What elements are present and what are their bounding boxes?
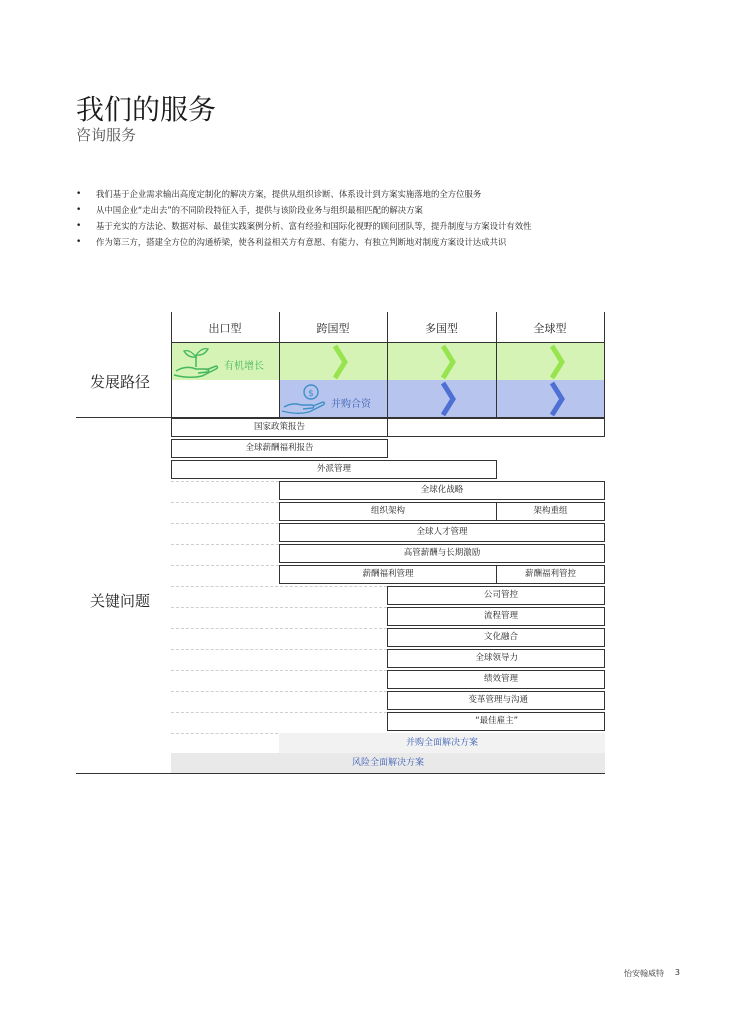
bar-culture: 文化融合	[387, 628, 605, 647]
row-header-path: 发展路径	[90, 373, 151, 391]
page-title: 我们的服务	[76, 93, 217, 126]
bar-mna-solution: 并购全面解决方案	[279, 733, 605, 753]
chevron-icon	[327, 344, 361, 380]
page-number: 3	[674, 968, 680, 977]
column-header-global: 全球型	[533, 322, 567, 335]
chevron-icon	[435, 381, 469, 417]
plant-hand-icon	[172, 345, 222, 379]
bar-global-comp-report: 全球薪酬福利报告	[171, 439, 388, 458]
bar-leadership: 全球领导力	[387, 649, 605, 668]
footer-brand: 怡安翰威特	[624, 969, 664, 978]
bar-performance: 绩效管理	[387, 670, 605, 689]
bullet-item: • 作为第三方，搭建全方位的沟通桥梁，使各利益相关方有意愿、有能力、有独立判断地对制度方案设计达成共识	[76, 236, 566, 248]
row-header-issues: 关键问题	[90, 592, 151, 610]
coin-hand-icon	[281, 383, 329, 415]
bar-comp-mgmt: 薪酬福利管理	[279, 565, 497, 584]
column-header-transnational: 跨国型	[316, 322, 350, 335]
bullet-item: • 基于充实的方法论、数据对标、最佳实践案例分析、富有经验和国际化视野的顾问团队等，提升制度与方案设计有效性	[76, 220, 566, 232]
page-subtitle: 咨询服务	[76, 126, 137, 144]
chevron-icon	[544, 381, 578, 417]
bar-change: 变革管理与沟通	[387, 691, 605, 710]
chevron-icon	[544, 344, 578, 380]
column-header-multinational: 多国型	[425, 322, 458, 335]
bar-risk-solution: 风险全面解决方案	[171, 753, 605, 773]
bar-global-talent: 全球人才管理	[279, 523, 605, 542]
chevron-icon	[435, 344, 469, 380]
bullet-item: • 我们基于企业需求输出高度定制化的解决方案，提供从组织诊断、体系设计到方案实施落地的全方位服务	[76, 188, 566, 200]
bar-employer: “最佳雇主”	[387, 712, 605, 731]
bar-empty	[387, 418, 605, 437]
bullet-list	[76, 188, 566, 252]
bar-org-structure: 组织架构	[279, 502, 497, 521]
mna-label: 并购合资	[331, 399, 371, 410]
bar-expat: 外派管理	[171, 460, 497, 479]
bar-process: 流程管理	[387, 607, 605, 626]
bullet-item: • 从中国企业“走出去”的不同阶段特征入手，提供与该阶段业务与组织最相匹配的解决方案	[76, 204, 566, 216]
svg-text:$: $	[308, 389, 314, 399]
column-header-export: 出口型	[208, 322, 242, 335]
bar-governance: 公司管控	[387, 586, 605, 605]
bar-policy-report: 国家政策报告	[171, 418, 388, 437]
bar-exec-comp: 高管薪酬与长期激励	[279, 544, 605, 563]
bar-comp-control: 薪酬福利管控	[496, 565, 605, 584]
bar-restructure: 架构重组	[496, 502, 605, 521]
organic-growth-label: 有机增长	[224, 361, 264, 372]
bar-global-strategy: 全球化战略	[279, 481, 605, 500]
